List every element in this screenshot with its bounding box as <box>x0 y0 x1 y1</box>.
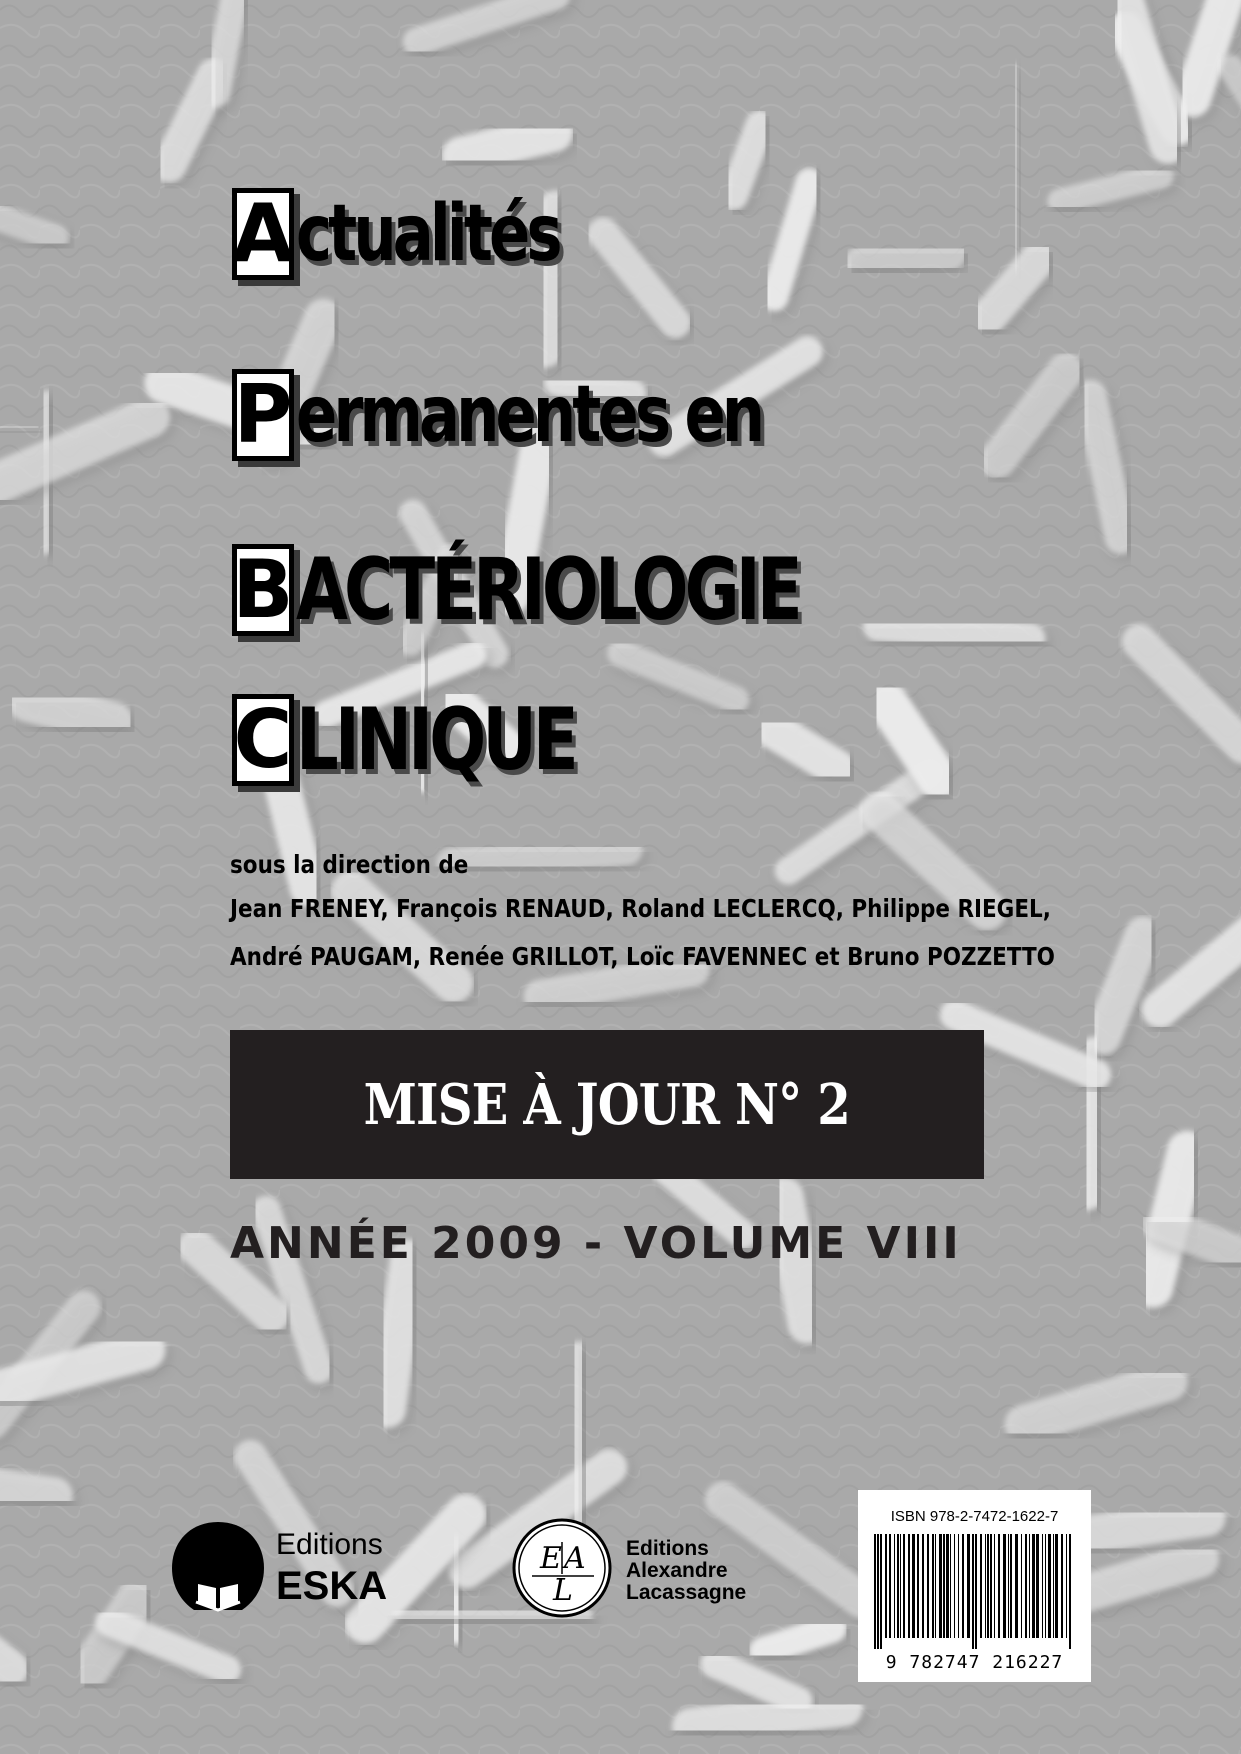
direction-intro: sous la direction de <box>230 850 469 879</box>
title-line-permanentes <box>232 351 892 479</box>
barcode-icon <box>874 1534 1075 1649</box>
title-word-bacteriologie: ACTÉRIOLOGIE <box>296 540 799 640</box>
eal-logo <box>510 1516 790 1620</box>
title-line-clinique <box>232 676 653 804</box>
barcode-bar <box>1066 1534 1067 1638</box>
eska-name-label: ESKA <box>276 1564 388 1608</box>
eska-head-book-icon <box>168 1518 268 1618</box>
barcode-bar <box>912 1534 915 1638</box>
bacterium <box>452 850 627 864</box>
eal-monogram-icon <box>510 1516 614 1620</box>
title-word-clinique: LINIQUE <box>296 690 575 790</box>
eal-editions-label: Editions <box>626 1537 709 1560</box>
barcode-bar <box>877 1534 879 1649</box>
barcode-bar <box>972 1534 974 1649</box>
barcode-bar <box>990 1534 992 1638</box>
barcode-bar <box>946 1534 949 1638</box>
barcode-bar <box>1045 1534 1046 1638</box>
title-initial-c: C <box>233 693 293 786</box>
barcode-digits: 9 782747 216227 <box>885 1652 1064 1673</box>
svg-text:E: E <box>540 1541 562 1576</box>
barcode-bar <box>975 1534 977 1649</box>
barcode-bar <box>1015 1534 1018 1638</box>
barcode-bar <box>1021 1534 1022 1638</box>
barcode-bar <box>903 1534 905 1638</box>
barcode-bar <box>935 1534 936 1638</box>
barcode-bar <box>922 1534 924 1638</box>
barcode-bar <box>900 1534 901 1638</box>
year-volume: ANNÉE 2009 - VOLUME VIII <box>230 1218 962 1269</box>
title-line-actualites <box>232 170 633 298</box>
barcode-bar <box>1003 1534 1006 1638</box>
authors-line-2: André PAUGAM, Renée GRILLOT, Loïc FAVENNEC et Bruno POZZETTO <box>230 942 1055 971</box>
barcode-bar <box>954 1534 955 1638</box>
barcode-bar <box>980 1534 982 1638</box>
barcode-bar <box>1036 1534 1039 1638</box>
barcode-bar <box>932 1534 934 1638</box>
bacterium <box>0 1473 54 1496</box>
bacterium <box>576 1360 581 1510</box>
barcode-bar <box>1069 1534 1071 1649</box>
barcode-bar <box>894 1534 895 1638</box>
barcode-bar <box>1048 1534 1051 1638</box>
barcode-bar <box>897 1534 899 1638</box>
bacterium <box>461 133 554 156</box>
barcode-bar <box>943 1534 945 1638</box>
isbn-block <box>858 1490 1091 1682</box>
title-line-bacteriologie <box>232 526 941 654</box>
barcode-bar <box>927 1534 929 1638</box>
barcode-bar <box>939 1534 942 1638</box>
barcode-bar <box>998 1534 1000 1638</box>
barcode-bar <box>962 1534 964 1638</box>
eal-alexandre-label: Alexandre <box>626 1559 728 1582</box>
eal-lacassagne-label: Lacassagne <box>626 1581 747 1604</box>
update-label: MISE À JOUR N° 2 <box>363 1071 851 1138</box>
barcode-bar <box>1053 1534 1054 1638</box>
barcode-bar <box>1008 1534 1009 1638</box>
barcode-bar <box>1032 1534 1035 1638</box>
barcode-bar <box>889 1534 891 1638</box>
authors-line-1: Jean FRENEY, François RENAUD, Roland LECLERCQ, Philippe RIEGEL, <box>230 894 1051 923</box>
barcode-bar <box>908 1534 910 1638</box>
barcode-bar <box>1025 1534 1027 1638</box>
barcode-bar <box>1055 1534 1058 1638</box>
barcode-bar <box>950 1534 951 1638</box>
barcode-bar <box>1029 1534 1030 1638</box>
barcode-bar <box>985 1534 986 1638</box>
title-initial-b: B <box>232 543 294 636</box>
svg-text:L: L <box>553 1573 573 1608</box>
title-initial-a: A <box>232 187 294 280</box>
barcode-bar <box>1010 1534 1012 1638</box>
barcode-bar <box>880 1534 882 1649</box>
svg-text:A: A <box>564 1541 586 1576</box>
isbn-label: ISBN 978-2-7472-1622-7 <box>890 1508 1059 1525</box>
title-word-actualites: ctualités <box>296 189 559 279</box>
barcode-bar <box>994 1534 995 1638</box>
barcode-bar <box>958 1534 959 1638</box>
barcode-bar <box>885 1534 887 1638</box>
bacterium <box>864 252 947 265</box>
bacterium <box>691 1708 845 1726</box>
barcode-bar <box>1042 1534 1043 1638</box>
barcode-bar <box>1061 1534 1063 1638</box>
barcode-bar <box>917 1534 919 1638</box>
eska-logo <box>168 1518 408 1618</box>
bacterium <box>29 702 113 723</box>
update-banner <box>230 1030 984 1179</box>
title-word-permanentes: ermanentes en <box>296 370 762 460</box>
barcode-bar <box>987 1534 989 1638</box>
title-initial-p: P <box>233 368 293 461</box>
eska-editions-label: Editions <box>276 1528 383 1561</box>
barcode-bar <box>874 1534 876 1649</box>
barcode-bar <box>967 1534 970 1638</box>
bacterium <box>388 1258 409 1410</box>
